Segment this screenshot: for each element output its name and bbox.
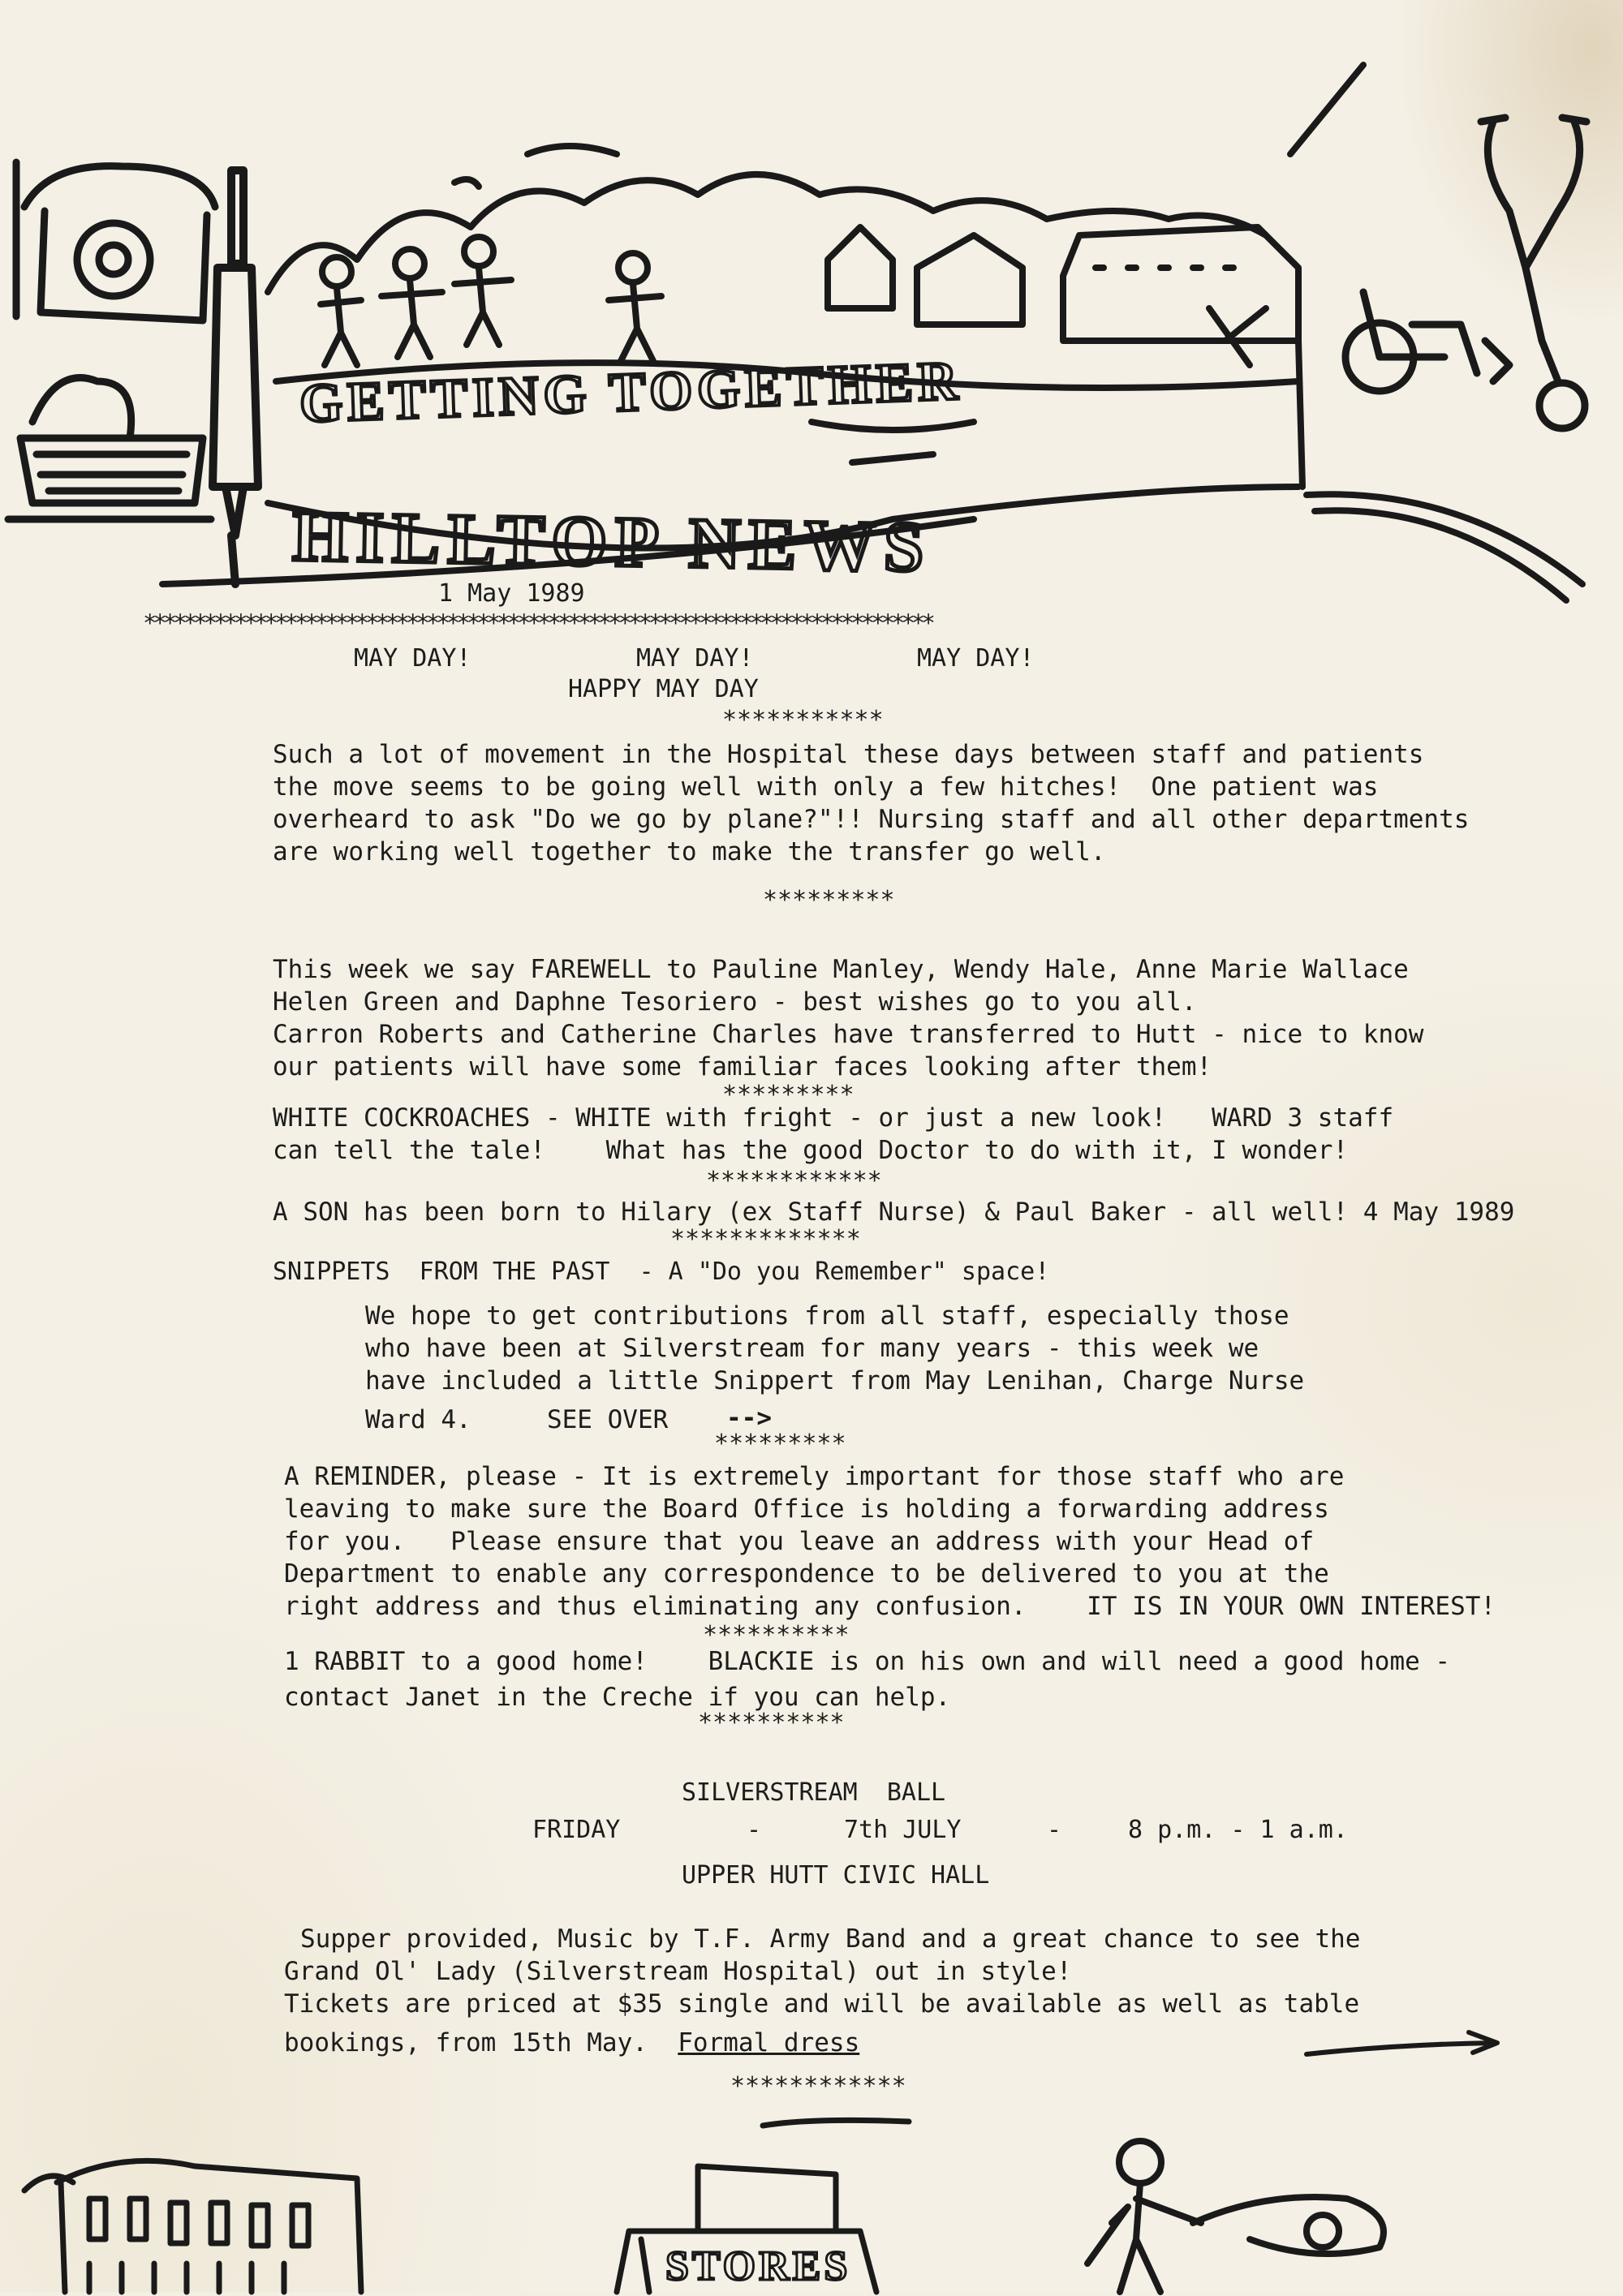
building-drawing	[24, 2161, 361, 2292]
separator-8: **********	[698, 1709, 845, 1737]
snippets-line: Ward 4. SEE OVER	[365, 1405, 669, 1434]
separator-6: *********	[714, 1430, 846, 1458]
ball-bookings-text: bookings, from 15th May.	[284, 2028, 678, 2057]
separator-9: ************	[730, 2072, 906, 2100]
rabbit-line: contact Janet in the Creche if you can help.	[284, 1683, 951, 1712]
farewell-line: Carron Roberts and Catherine Charles have transferred to Hutt - nice to know	[273, 1020, 1424, 1049]
separator-3: *********	[722, 1081, 855, 1109]
see-over-arrow-icon: -->	[726, 1404, 772, 1433]
snippets-heading: SNIPPETS FROM THE PAST - A "Do you Remember" space!	[273, 1258, 1050, 1286]
footer-illustration	[0, 2101, 1623, 2296]
snippets-line: We hope to get contributions from all staff, especially those	[365, 1301, 1289, 1331]
basket-icon	[8, 378, 211, 519]
mayday-third: MAY DAY!	[917, 644, 1035, 673]
separator-1: ***********	[722, 706, 884, 734]
issue-date: 1 May 1989	[438, 579, 585, 608]
syringe-icon	[213, 170, 258, 584]
masthead-line1: GETTING TOGETHER	[298, 349, 964, 434]
formal-dress: Formal dress	[678, 2028, 860, 2057]
farewell-line: Helen Green and Daphne Tesoriero - best wishes go to you all.	[273, 987, 1197, 1017]
mayday-first: MAY DAY!	[354, 644, 471, 673]
hospital-drawing	[828, 65, 1363, 365]
movement-line: overheard to ask "Do we go by plane?"!! Nursing staff and all other departments	[273, 805, 1470, 834]
farewell-line: This week we say FAREWELL to Pauline Manley, Wendy Hale, Anne Marie Wallace	[273, 955, 1409, 984]
reminder-line: leaving to make sure the Board Office is holding a forwarding address	[284, 1494, 1329, 1524]
happy-mayday: HAPPY MAY DAY	[568, 675, 759, 703]
header-divider: ******************************************************************************	[143, 609, 932, 637]
separator-7: **********	[703, 1621, 850, 1649]
people-drawing	[321, 237, 661, 365]
masthead-line2: HILLTOP NEWS	[291, 497, 932, 587]
stores-sign: STORES	[665, 2243, 851, 2290]
ball-dash: -	[1047, 1816, 1062, 1844]
ball-dash: -	[747, 1816, 762, 1844]
telephone-icon	[16, 162, 215, 320]
ball-time: 8 p.m. - 1 a.m.	[1128, 1816, 1348, 1844]
ball-date: 7th JULY	[844, 1816, 962, 1844]
separator-2: *********	[763, 886, 895, 914]
separator-5: *************	[670, 1225, 861, 1253]
movement-line: are working well together to make the transfer go well.	[273, 837, 1106, 866]
rabbit-line: 1 RABBIT to a good home! BLACKIE is on his own and will need a good home -	[284, 1647, 1451, 1676]
movement-line: the move seems to be going well with only a few hitches! One patient was	[273, 772, 1379, 802]
snippets-line: have included a little Snippert from May Lenihan, Charge Nurse	[365, 1366, 1305, 1395]
cockroaches-line: can tell the tale! What has the good Doctor to do with it, I wonder!	[273, 1136, 1349, 1165]
ball-detail-line: Grand Ol' Lady (Silverstream Hospital) out in style!	[284, 1957, 1072, 1986]
reminder-line: right address and thus eliminating any confusion. IT IS IN YOUR OWN INTEREST!	[284, 1592, 1496, 1621]
worker-drawing	[1087, 2141, 1384, 2292]
masthead-illustration	[0, 0, 1623, 617]
mayday-second: MAY DAY!	[636, 644, 754, 673]
ball-bookings	[284, 2027, 859, 2059]
hills-drawing	[268, 146, 1266, 292]
movement-line: Such a lot of movement in the Hospital these days between staff and patients	[273, 740, 1424, 769]
separator-4: ************	[706, 1167, 882, 1195]
snippets-line: who have been at Silverstream for many years - this week we	[365, 1334, 1259, 1363]
ball-day: FRIDAY	[532, 1816, 621, 1844]
ball-detail-line: Supper provided, Music by T.F. Army Band and a great chance to see the	[300, 1924, 1361, 1954]
continue-arrow-icon	[1298, 2028, 1509, 2061]
cockroaches-line: WHITE COCKROACHES - WHITE with fright - or just a new look! WARD 3 staff	[273, 1103, 1394, 1133]
reminder-line: for you. Please ensure that you leave an address with your Head of	[284, 1527, 1315, 1556]
ball-title: SILVERSTREAM BALL	[682, 1778, 946, 1807]
farewell-line: our patients will have some familiar faces looking after them!	[273, 1052, 1212, 1081]
reminder-line: Department to enable any correspondence to be delivered to you at the	[284, 1559, 1329, 1589]
ball-venue: UPPER HUTT CIVIC HALL	[682, 1861, 990, 1890]
wheelchair-icon	[1345, 292, 1509, 391]
birth-announcement: A SON has been born to Hilary (ex Staff Nurse) & Paul Baker - all well! 4 May 1989	[273, 1197, 1515, 1227]
ball-detail-line: Tickets are priced at $35 single and will be available as well as table	[284, 1989, 1360, 2019]
reminder-line: A REMINDER, please - It is extremely important for those staff who are	[284, 1462, 1345, 1491]
